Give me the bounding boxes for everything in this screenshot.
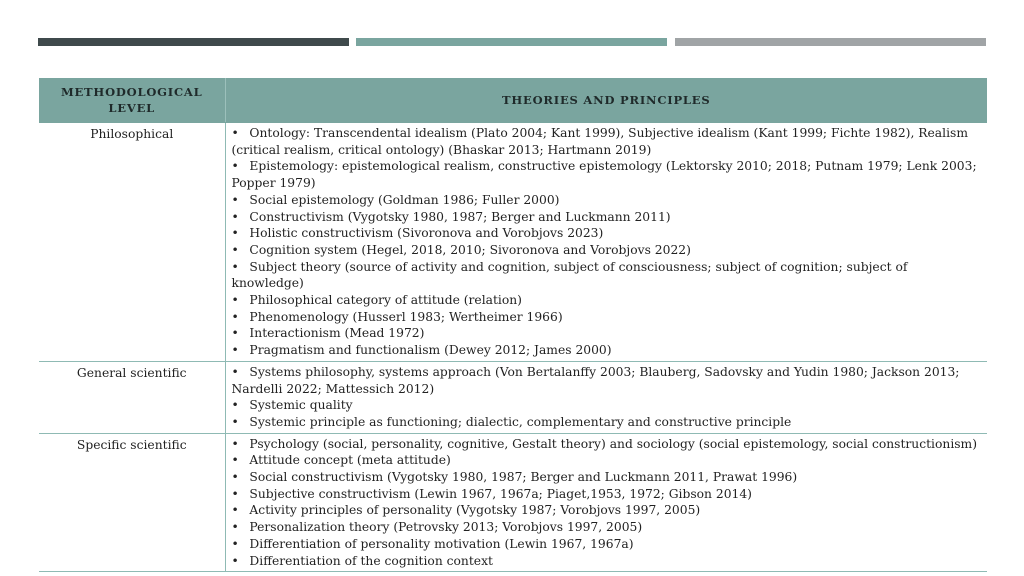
list-item-text: Constructivism (Vygotsky 1980, 1987; Berger and Luckmann 2011) bbox=[249, 209, 671, 224]
header-methodological-level: METHODOLOGICAL LEVEL bbox=[39, 78, 225, 123]
list-item-text: Epistemology: epistemological realism, constructive epistemology (Lektorsky 2010; 2018; Putnam 1979; Lenk 2003; Popper 1979) bbox=[231, 159, 977, 191]
table-row bbox=[39, 123, 987, 362]
list-item-text: Activity principles of personality (Vygotsky 1987; Vorobjovs 1997, 2005) bbox=[249, 503, 701, 518]
list-item-text: Psychology (social, personality, cognitive, Gestalt theory) and sociology (social epistemology, social constructionism) bbox=[249, 436, 978, 451]
list-item bbox=[232, 536, 982, 553]
list-item bbox=[232, 309, 982, 326]
decorative-top-bars bbox=[38, 38, 986, 46]
list-item bbox=[232, 452, 982, 469]
bullet-icon: • bbox=[231, 553, 239, 568]
list-item-text: Social constructivism (Vygotsky 1980, 1987; Berger and Luckmann 2011, Prawat 1996) bbox=[249, 470, 798, 485]
bullet-icon: • bbox=[231, 293, 239, 308]
list-item-text: Systems philosophy, systems approach (Von Bertalanffy 2003; Blauberg, Sadovsky and Yudin 1980; Jackson 2013; Nardelli 2022; Mattessich 2012) bbox=[231, 364, 960, 396]
table-body bbox=[39, 123, 987, 572]
bullet-icon: • bbox=[231, 414, 239, 429]
bullet-icon: • bbox=[231, 259, 239, 274]
list-item bbox=[232, 325, 982, 342]
list-item bbox=[232, 192, 982, 209]
list-item-text: Personalization theory (Petrovsky 2013; Vorobjovs 1997, 2005) bbox=[249, 520, 643, 535]
list-item bbox=[232, 414, 982, 431]
list-item bbox=[232, 486, 982, 503]
bullet-icon: • bbox=[231, 486, 239, 501]
gray-accent-bar bbox=[675, 38, 986, 46]
list-item bbox=[232, 209, 982, 226]
bullet-icon: • bbox=[231, 520, 239, 535]
bullet-icon: • bbox=[231, 398, 239, 413]
list-item-text: Attitude concept (meta attitude) bbox=[249, 453, 451, 468]
list-item bbox=[232, 292, 982, 309]
list-item-text: Systemic quality bbox=[249, 398, 353, 413]
table-row bbox=[39, 433, 987, 572]
list-item bbox=[232, 553, 982, 570]
bullet-icon: • bbox=[231, 326, 239, 341]
list-item bbox=[232, 342, 982, 359]
list-item bbox=[232, 242, 982, 259]
methodological-level-cell: General scientific bbox=[39, 361, 225, 433]
theories-cell bbox=[225, 433, 987, 572]
list-item bbox=[232, 397, 982, 414]
list-item-text: Cognition system (Hegel, 2018, 2010; Sivoronova and Vorobjovs 2022) bbox=[249, 242, 691, 257]
theories-table bbox=[39, 78, 987, 572]
teal-accent-bar bbox=[356, 38, 667, 46]
header-theories-and-principles: THEORIES AND PRINCIPLES bbox=[225, 78, 987, 123]
bullet-icon: • bbox=[231, 126, 239, 140]
theories-cell bbox=[225, 361, 987, 433]
bullet-icon: • bbox=[231, 159, 239, 174]
bullet-icon: • bbox=[231, 343, 239, 358]
bullet-icon: • bbox=[231, 209, 239, 224]
bullet-icon: • bbox=[231, 309, 239, 324]
list-item bbox=[232, 469, 982, 486]
bullet-icon: • bbox=[231, 192, 239, 207]
list-item-text: Social epistemology (Goldman 1986; Fuller 2000) bbox=[249, 192, 560, 207]
methodological-level-cell: Specific scientific bbox=[39, 433, 225, 572]
bullet-icon: • bbox=[231, 242, 239, 257]
list-item bbox=[232, 158, 982, 191]
theories-cell bbox=[225, 123, 987, 362]
list-item-text: Holistic constructivism (Sivoronova and Vorobjovs 2023) bbox=[249, 226, 604, 241]
bullet-icon: • bbox=[231, 536, 239, 551]
bullet-icon: • bbox=[231, 364, 239, 379]
bullet-icon: • bbox=[231, 453, 239, 468]
table-row bbox=[39, 361, 987, 433]
list-item-text: Phenomenology (Husserl 1983; Wertheimer 1966) bbox=[249, 309, 563, 324]
bullet-icon: • bbox=[231, 436, 239, 451]
list-item-text: Subjective constructivism (Lewin 1967, 1967a; Piaget,1953, 1972; Gibson 2014) bbox=[249, 486, 752, 501]
list-item bbox=[232, 225, 982, 242]
list-item-text: Differentiation of personality motivation (Lewin 1967, 1967a) bbox=[249, 536, 634, 551]
bullet-icon: • bbox=[231, 503, 239, 518]
list-item-text: Subject theory (source of activity and cognition, subject of consciousness; subject of cognition; subject of knowledge) bbox=[231, 259, 908, 291]
list-item-text: Interactionism (Mead 1972) bbox=[249, 326, 425, 341]
list-item bbox=[232, 502, 982, 519]
list-item-text: Systemic principle as functioning; dialectic, complementary and constructive principle bbox=[249, 414, 792, 429]
list-item bbox=[232, 364, 982, 397]
list-item bbox=[232, 259, 982, 292]
list-item bbox=[232, 125, 982, 158]
list-item-text: Pragmatism and functionalism (Dewey 2012; James 2000) bbox=[249, 343, 612, 358]
list-item bbox=[232, 519, 982, 536]
list-item-text: Philosophical category of attitude (relation) bbox=[249, 293, 522, 308]
bullet-icon: • bbox=[231, 470, 239, 485]
table-header-row bbox=[39, 78, 987, 123]
list-item-text: Ontology: Transcendental idealism (Plato 2004; Kant 1999), Subjective idealism (Kant 1999; Fichte 1982), Realism (critical realism, critical ontology) (Bhaskar 2013; Hartmann 2019) bbox=[231, 126, 968, 157]
methodological-level-cell: Philosophical bbox=[39, 123, 225, 362]
bullet-icon: • bbox=[231, 226, 239, 241]
dark-accent-bar bbox=[38, 38, 349, 46]
list-item-text: Differentiation of the cognition context bbox=[249, 553, 493, 568]
list-item bbox=[232, 436, 982, 453]
